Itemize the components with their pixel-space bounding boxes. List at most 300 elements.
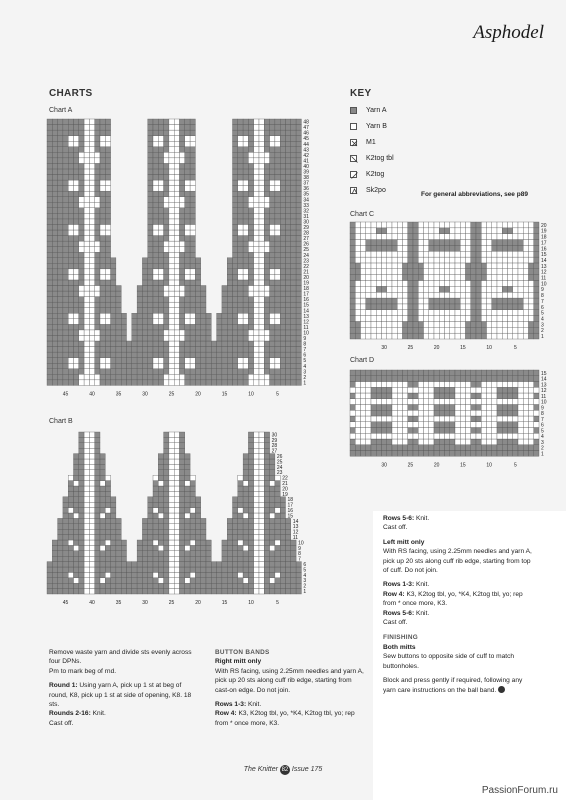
chart-a-cell	[227, 352, 232, 358]
chart-c-cell	[403, 275, 408, 281]
chart-b-cell	[89, 470, 94, 475]
chart-a-cell	[63, 258, 68, 264]
chart-b-cell	[259, 475, 264, 480]
chart-a-cell	[238, 352, 243, 358]
chart-b-cell	[248, 513, 253, 518]
chart-a-cell	[79, 208, 84, 214]
chart-b-cell	[280, 513, 285, 518]
chart-b-cell	[63, 562, 68, 567]
chart-a-cell	[105, 308, 110, 314]
chart-a-cell	[68, 208, 73, 214]
chart-c-cell	[523, 228, 528, 234]
chart-b-cell	[111, 567, 116, 572]
chart-a-cell	[296, 341, 301, 347]
chart-a-cell	[248, 280, 253, 286]
chart-b-cell	[116, 518, 121, 523]
chart-c-cell	[424, 234, 429, 240]
chart-a-cell	[84, 286, 89, 292]
chart-c-cell	[429, 222, 434, 228]
chart-c-cell	[497, 263, 502, 269]
chart-c-cell	[518, 286, 523, 292]
chart-a-cell	[248, 341, 253, 347]
chart-d-cell	[371, 405, 376, 411]
chart-a-cell	[248, 358, 253, 364]
chart-a-cell	[137, 374, 142, 380]
chart-c-cell	[366, 269, 371, 275]
chart-a-cell	[254, 297, 259, 303]
chart-a-cell	[296, 286, 301, 292]
chart-c-cell	[408, 281, 413, 287]
chart-a-cell	[286, 158, 291, 164]
chart-b-cell	[164, 448, 169, 453]
chart-b-cell	[238, 524, 243, 529]
chart-d-cell	[429, 451, 434, 457]
chart-a-cell	[158, 308, 163, 314]
chart-b-cell	[238, 578, 243, 583]
chart-c-cell	[408, 234, 413, 240]
chart-c-cell	[455, 304, 460, 310]
chart-a-cell	[58, 180, 63, 186]
chart-b-cell	[158, 583, 163, 588]
chart-a-cell	[270, 130, 275, 136]
chart-d-cell	[403, 410, 408, 416]
chart-b-cell	[270, 567, 275, 572]
chart-a-cell	[227, 324, 232, 330]
chart-b-cell	[259, 508, 264, 513]
chart-a-cell	[185, 141, 190, 147]
chart-a-cell	[105, 280, 110, 286]
chart-a-cell	[243, 197, 248, 203]
chart-a-cell	[148, 347, 153, 353]
chart-c-row-label: 19	[541, 228, 547, 235]
chart-b-cell	[254, 454, 259, 459]
chart-b-cell	[63, 583, 68, 588]
chart-b-cell	[164, 443, 169, 448]
chart-a-cell	[195, 341, 200, 347]
chart-c-cell	[497, 333, 502, 339]
chart-d-cell	[445, 422, 450, 428]
chart-c-cell	[534, 333, 539, 339]
instruction-paragraph: Pm to mark beg of rnd.	[49, 667, 117, 675]
chart-d-cell	[460, 387, 465, 393]
chart-a-cell	[296, 302, 301, 308]
key-heading: KEY	[350, 88, 372, 99]
chart-b-cell	[79, 572, 84, 577]
chart-a-cell	[95, 291, 100, 297]
chart-b-row-label: 3	[303, 578, 307, 585]
chart-c-cell	[355, 257, 360, 263]
chart-c-cell	[487, 234, 492, 240]
chart-a-cell	[158, 152, 163, 158]
chart-b-cell	[121, 572, 126, 577]
chart-c-cell	[529, 275, 534, 281]
chart-a-cell	[280, 369, 285, 375]
chart-d-cell	[445, 416, 450, 422]
chart-d-cell	[424, 387, 429, 393]
chart-a-cell	[84, 291, 89, 297]
key-item-k2tog: K2tog	[350, 171, 384, 178]
chart-a-cell	[233, 374, 238, 380]
chart-a-cell	[153, 147, 158, 153]
chart-a-cell	[222, 319, 227, 325]
chart-a-cell	[164, 224, 169, 230]
chart-a-cell	[264, 236, 269, 242]
chart-d-cell	[429, 382, 434, 388]
chart-a-cell	[127, 363, 132, 369]
chart-a-row-label: 22	[303, 263, 309, 270]
chart-b-cell	[190, 567, 195, 572]
chart-a-cell	[58, 141, 63, 147]
chart-b-cell	[190, 583, 195, 588]
chart-a-cell	[174, 347, 179, 353]
chart-b-cell	[105, 572, 110, 577]
chart-a-cell	[190, 274, 195, 280]
chart-a-cell	[296, 224, 301, 230]
chart-a-cell	[52, 191, 57, 197]
chart-d-cell	[371, 445, 376, 451]
chart-a-cell	[74, 269, 79, 275]
chart-a-cell	[254, 302, 259, 308]
chart-a-cell	[132, 313, 137, 319]
chart-a-cell	[174, 163, 179, 169]
chart-c-cell	[408, 222, 413, 228]
chart-d-cell	[460, 410, 465, 416]
chart-a-cell	[105, 269, 110, 275]
chart-a-cell	[47, 313, 52, 319]
chart-a-cell	[185, 224, 190, 230]
chart-a-cell	[254, 369, 259, 375]
chart-b-cell	[148, 535, 153, 540]
chart-a-cell	[84, 263, 89, 269]
chart-b-cell	[185, 545, 190, 550]
chart-a-cell	[243, 363, 248, 369]
chart-b-cell	[227, 562, 232, 567]
chart-b-cell	[148, 556, 153, 561]
chart-a-cell	[259, 191, 264, 197]
chart-b-cell	[74, 524, 79, 529]
chart-a-cell	[132, 352, 137, 358]
chart-a-cell	[74, 352, 79, 358]
chart-a-cell	[185, 335, 190, 341]
chart-a-cell	[259, 180, 264, 186]
chart-b-cell	[206, 562, 211, 567]
chart-a-cell	[95, 213, 100, 219]
chart-a-cell	[222, 352, 227, 358]
chart-c-cell	[476, 286, 481, 292]
chart-a-cell	[291, 313, 296, 319]
chart-d-cell	[481, 376, 486, 382]
chart-a-cell	[190, 180, 195, 186]
chart-b-cell	[238, 551, 243, 556]
chart-c-cell	[429, 263, 434, 269]
chart-c-cell	[392, 245, 397, 251]
chart-a-cell	[153, 335, 158, 341]
chart-d-cell	[376, 433, 381, 439]
chart-a-cell	[58, 186, 63, 192]
chart-d-cell	[529, 433, 534, 439]
end-mark-icon	[498, 686, 505, 693]
chart-d-cell	[487, 428, 492, 434]
chart-a-cell	[275, 363, 280, 369]
chart-a-cell	[201, 291, 206, 297]
chart-a-cell	[68, 224, 73, 230]
chart-d-cell	[366, 433, 371, 439]
chart-b-cell	[217, 572, 222, 577]
chart-a-cell	[52, 274, 57, 280]
chart-d-cell	[355, 439, 360, 445]
chart-c-cell	[350, 263, 355, 269]
chart-c-cell	[424, 251, 429, 257]
chart-c-row-label: 12	[541, 269, 547, 276]
chart-c-cell	[424, 304, 429, 310]
chart-a-cell	[74, 163, 79, 169]
chart-a-cell	[264, 125, 269, 131]
chart-a-cell	[264, 191, 269, 197]
chart-a-cell	[100, 374, 105, 380]
chart-c-cell	[450, 251, 455, 257]
chart-b-cell	[89, 432, 94, 437]
chart-c-cell	[466, 304, 471, 310]
chart-a-cell	[190, 213, 195, 219]
chart-a-cell	[79, 330, 84, 336]
chart-a-cell	[243, 175, 248, 181]
chart-b-col-label: 10	[248, 600, 254, 606]
chart-b-cell	[58, 524, 63, 529]
chart-b-cell	[63, 502, 68, 507]
chart-b-cell	[264, 432, 269, 437]
chart-b-cell	[222, 583, 227, 588]
chart-a-cell	[95, 358, 100, 364]
chart-a-cell	[275, 347, 280, 353]
chart-b-cell	[111, 556, 116, 561]
chart-b-cell	[105, 486, 110, 491]
chart-a-cell	[243, 352, 248, 358]
chart-a-cell	[148, 236, 153, 242]
chart-b-cell	[280, 518, 285, 523]
chart-c-cell	[424, 333, 429, 339]
chart-b-cell	[275, 545, 280, 550]
chart-b-cell	[84, 443, 89, 448]
chart-a-cell	[79, 230, 84, 236]
chart-b-cell	[195, 562, 200, 567]
chart-b-cell	[95, 470, 100, 475]
chart-a-cell	[264, 152, 269, 158]
chart-d-cell	[460, 416, 465, 422]
chart-b-cell	[201, 572, 206, 577]
text-column-1	[49, 648, 199, 733]
chart-b-cell	[270, 481, 275, 486]
chart-a-cell	[58, 197, 63, 203]
chart-b-cell	[164, 518, 169, 523]
chart-d-cell	[471, 416, 476, 422]
chart-d-label: Chart D	[350, 357, 375, 364]
chart-a-cell	[132, 335, 137, 341]
chart-a-cell	[58, 130, 63, 136]
chart-b-cell	[254, 448, 259, 453]
chart-c-cell	[460, 234, 465, 240]
chart-a-cell	[47, 341, 52, 347]
chart-b-cell	[169, 535, 174, 540]
chart-a-cell	[164, 319, 169, 325]
chart-a-cell	[47, 258, 52, 264]
chart-a-cell	[280, 302, 285, 308]
chart-b-cell	[190, 529, 195, 534]
chart-d-cell	[424, 433, 429, 439]
chart-a-cell	[195, 274, 200, 280]
chart-a-cell	[222, 380, 227, 386]
chart-b-cell	[100, 491, 105, 496]
chart-b-cell	[74, 572, 79, 577]
chart-d-cell	[523, 416, 528, 422]
chart-b-cell	[158, 578, 163, 583]
chart-a-cell	[58, 302, 63, 308]
chart-b-cell	[233, 567, 238, 572]
chart-b-cell	[63, 589, 68, 594]
chart-a-cell	[291, 241, 296, 247]
chart-a-cell	[259, 380, 264, 386]
chart-c-cell	[466, 321, 471, 327]
chart-b-cell	[248, 459, 253, 464]
chart-b-cell	[195, 524, 200, 529]
chart-a-cell	[174, 330, 179, 336]
chart-d-cell	[466, 405, 471, 411]
chart-d-cell	[418, 387, 423, 393]
chart-b-cell	[100, 572, 105, 577]
chart-a-cell	[280, 219, 285, 225]
chart-a-cell	[74, 291, 79, 297]
chart-d-cell	[376, 428, 381, 434]
chart-c-cell	[476, 333, 481, 339]
chart-c-cell	[481, 310, 486, 316]
chart-b-cell	[275, 518, 280, 523]
chart-a-cell	[259, 252, 264, 258]
chart-d-cell	[455, 439, 460, 445]
chart-a-cell	[254, 152, 259, 158]
chart-a-cell	[286, 180, 291, 186]
chart-c-cell	[371, 298, 376, 304]
chart-c-cell	[418, 310, 423, 316]
chart-b-cell	[153, 545, 158, 550]
chart-a-cell	[89, 152, 94, 158]
chart-a-cell	[264, 335, 269, 341]
chart-a-cell	[195, 280, 200, 286]
chart-c-cell	[382, 333, 387, 339]
chart-c-cell	[487, 240, 492, 246]
chart-d-cell	[392, 410, 397, 416]
chart-d-cell	[492, 370, 497, 376]
chart-b-cell	[89, 481, 94, 486]
chart-a-cell	[286, 197, 291, 203]
chart-b-cell	[158, 556, 163, 561]
chart-b-cell	[243, 540, 248, 545]
chart-d-cell	[382, 387, 387, 393]
chart-a-cell	[264, 324, 269, 330]
chart-a-cell	[238, 369, 243, 375]
chart-c-cell	[408, 263, 413, 269]
chart-d-cell	[397, 422, 402, 428]
chart-a-cell	[280, 313, 285, 319]
chart-a-cell	[259, 130, 264, 136]
chart-a-cell	[280, 158, 285, 164]
chart-b-cell	[296, 589, 301, 594]
chart-c-cell	[534, 228, 539, 234]
chart-a-cell	[148, 175, 153, 181]
chart-c-cell	[392, 257, 397, 263]
chart-c-cell	[481, 321, 486, 327]
chart-c-cell	[534, 240, 539, 246]
chart-b-cell	[264, 572, 269, 577]
chart-c-cell	[350, 316, 355, 322]
chart-a-cell	[248, 191, 253, 197]
chart-c-cell	[476, 327, 481, 333]
chart-b-cell	[164, 470, 169, 475]
chart-b-cell	[63, 529, 68, 534]
chart-a-row-label: 34	[303, 197, 309, 204]
chart-c-cell	[523, 298, 528, 304]
chart-d-cell	[481, 399, 486, 405]
chart-b-cell	[158, 502, 163, 507]
chart-a-cell	[243, 319, 248, 325]
chart-a-cell	[164, 347, 169, 353]
chart-d-cell	[476, 428, 481, 434]
chart-b-cell	[95, 567, 100, 572]
chart-d-cell	[529, 428, 534, 434]
chart-b-cell	[164, 486, 169, 491]
chart-c-cell	[455, 310, 460, 316]
chart-d-cell	[466, 410, 471, 416]
chart-c-cell	[529, 240, 534, 246]
chart-b-cell	[227, 535, 232, 540]
chart-a-cell	[84, 130, 89, 136]
chart-d-cell	[476, 422, 481, 428]
chart-b-cell	[68, 572, 73, 577]
chart-a-cell	[243, 241, 248, 247]
chart-a-cell	[158, 180, 163, 186]
chart-c-cell	[471, 245, 476, 251]
chart-b-cell	[89, 448, 94, 453]
chart-b-cell	[100, 486, 105, 491]
chart-b-cell	[254, 518, 259, 523]
chart-d-cell	[439, 428, 444, 434]
chart-a-cell	[116, 313, 121, 319]
chart-a-cell	[95, 130, 100, 136]
chart-a-cell	[254, 197, 259, 203]
chart-b-cell	[84, 551, 89, 556]
chart-a-cell	[79, 319, 84, 325]
chart-a-cell	[84, 341, 89, 347]
chart-d-cell	[397, 445, 402, 451]
chart-a-cell	[180, 224, 185, 230]
chart-a-cell	[291, 125, 296, 131]
chart-b-cell	[180, 502, 185, 507]
chart-d-cell	[382, 376, 387, 382]
chart-a-cell	[180, 258, 185, 264]
chart-b-cell	[68, 583, 73, 588]
chart-d-cell	[413, 387, 418, 393]
chart-a-cell	[116, 374, 121, 380]
chart-c-cell	[366, 286, 371, 292]
chart-b-cell	[111, 540, 116, 545]
chart-d-cell	[439, 399, 444, 405]
chart-d-cell	[529, 439, 534, 445]
chart-a-row-label: 41	[303, 158, 309, 165]
chart-d-cell	[392, 416, 397, 422]
chart-b-cell	[100, 513, 105, 518]
chart-c-cell	[439, 275, 444, 281]
chart-c-cell	[513, 245, 518, 251]
chart-a-cell	[222, 313, 227, 319]
chart-c-cell	[387, 234, 392, 240]
